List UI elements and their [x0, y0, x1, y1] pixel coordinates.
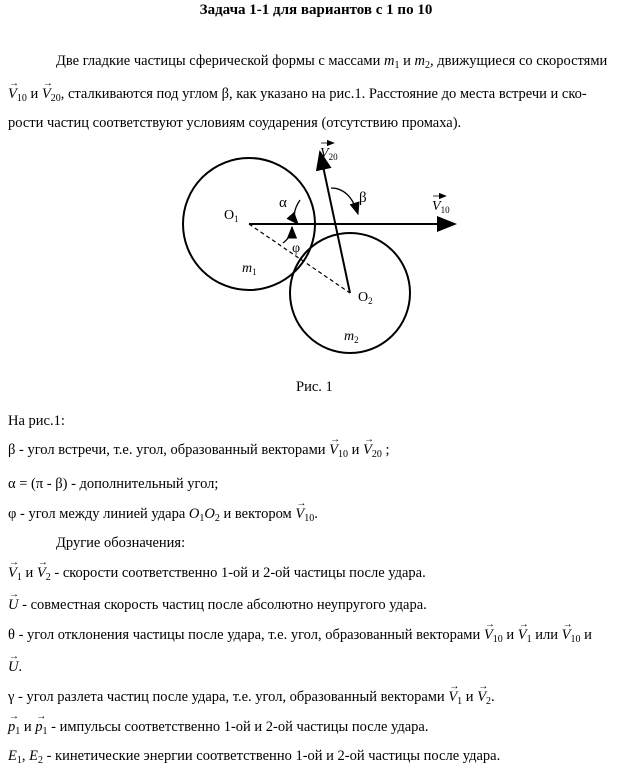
- intro-line-2: [8, 86, 587, 104]
- other-p-and: и: [23, 719, 32, 735]
- label-o1: $O_1$: [224, 208, 239, 224]
- intro-text-1-end: , движущиеся со скоростями: [429, 53, 608, 69]
- mass-m2: m: [414, 53, 425, 69]
- other-theta-v1: → V: [518, 627, 527, 644]
- other-e-text: - кинетические энергии соответственно 1-ой и 2-ой частицы после удара.: [46, 748, 501, 764]
- legend-beta-v10-sub: 10: [337, 449, 348, 460]
- legend-phi-end: .: [314, 506, 318, 522]
- other-theta-v1-sub: 1: [526, 634, 532, 645]
- label-m1: $m_1$: [242, 261, 257, 277]
- intro-text-3: рости частиц соответствуют условиям соударения (отсутствию промаха).: [8, 115, 462, 131]
- vector-v10-sub: 10: [16, 93, 27, 104]
- legend-phi-o2: O: [204, 506, 215, 522]
- other-theta-cont: [8, 659, 22, 676]
- other-energy: [8, 748, 500, 766]
- other-theta-end: .: [18, 659, 23, 675]
- beta-arc: [331, 188, 358, 214]
- legend-beta: [8, 442, 390, 460]
- mass-m1: m: [384, 53, 395, 69]
- legend-phi-text: φ - угол между линией удара: [8, 506, 186, 522]
- other-theta: [8, 627, 592, 645]
- other-gamma: [8, 689, 495, 707]
- intro-line-1: [56, 53, 607, 71]
- mass-m2-sub: 2: [424, 60, 430, 71]
- other-gamma-v2: → V: [477, 689, 486, 706]
- other-e1-sub: 1: [16, 755, 22, 766]
- vector-v10: → V: [8, 86, 17, 103]
- label-o2: $O_2$: [358, 290, 373, 306]
- other-theta-v10b: → V: [562, 627, 571, 644]
- other-theta-or: или: [535, 627, 558, 643]
- legend-beta-and: и: [351, 442, 360, 458]
- legend-beta-v20-sub: 20: [371, 449, 382, 460]
- task-title: Задача 1-1 для вариантов с 1 по 10: [199, 2, 433, 18]
- other-momentum: [8, 719, 428, 737]
- legend-beta-text: β - угол встречи, т.е. угол, образованный векторами: [8, 442, 326, 458]
- label-v10: $V_{10}$: [432, 199, 450, 215]
- other-p-text: - импульсы соответственно 1-ой и 2-ой частицы после удара.: [51, 719, 429, 735]
- other-theta-and2: и: [584, 627, 592, 643]
- label-m2: $m_2$: [344, 329, 359, 345]
- label-v20: $V_{20}$: [320, 146, 338, 162]
- other-theta-v10b-sub: 10: [570, 634, 581, 645]
- other-p1-sub: 1: [15, 726, 21, 737]
- other-e1: E: [8, 748, 17, 764]
- other-u-vector: → U: [8, 597, 18, 614]
- other-heading: Другие обозначения:: [56, 535, 186, 551]
- other-p1: → p: [8, 719, 15, 736]
- legend-beta-v10: → V: [329, 442, 338, 459]
- other-gamma-v1-sub: 1: [457, 696, 463, 707]
- other-velocities: [8, 565, 426, 583]
- other-v1-sub: 1: [16, 572, 22, 583]
- intro-text-2: , сталкиваются под углом β, как указано на рис.1. Расстояние до места встречи и ско-: [60, 86, 587, 102]
- label-phi: φ: [292, 241, 301, 256]
- legend-beta-end: ;: [385, 442, 390, 458]
- vector-v20: → V: [42, 86, 51, 103]
- other-gamma-text: γ - угол разлета частиц после удара, т.е. угол, образованный векторами: [8, 689, 445, 705]
- other-theta-and: и: [506, 627, 515, 643]
- legend-heading: На рис.1:: [8, 413, 65, 429]
- other-v1: → V: [8, 565, 17, 582]
- legend-phi-o1: O: [188, 506, 200, 522]
- other-e-comma: ,: [21, 748, 26, 764]
- other-v-text: - скорости соответственно 1-ой и 2-ой частицы после удара.: [54, 565, 426, 581]
- other-u-text: - совместная скорость частиц после абсолютно неупругого удара.: [22, 597, 427, 613]
- legend-phi-v10: → V: [295, 506, 304, 523]
- figure-caption: Рис. 1: [296, 379, 333, 395]
- other-p2: → p: [35, 719, 42, 736]
- mass-m1-sub: 1: [394, 60, 400, 71]
- figure-collision-diagram: [0, 140, 632, 380]
- other-v2-sub: 2: [45, 572, 51, 583]
- other-u: [8, 597, 427, 614]
- other-gamma-v2-sub: 2: [486, 696, 492, 707]
- legend-phi-o1-sub: 1: [199, 513, 205, 524]
- intro-and-2: и: [30, 86, 39, 102]
- other-theta-v10-sub: 10: [492, 634, 503, 645]
- legend-beta-v20: → V: [363, 442, 372, 459]
- intro-and: и: [403, 53, 411, 69]
- legend-phi-text-b: и вектором: [223, 506, 292, 522]
- legend-alpha: α = (π - β) - дополнительный угол;: [8, 476, 219, 492]
- label-beta: β: [359, 190, 367, 206]
- intro-line-3: [8, 115, 461, 132]
- phi-arc: [283, 227, 292, 243]
- legend-phi: [8, 506, 318, 524]
- other-theta-u: → U: [8, 659, 18, 676]
- vector-v20-sub: 20: [50, 93, 61, 104]
- other-v2: → V: [37, 565, 46, 582]
- other-p2-sub: 1: [42, 726, 48, 737]
- other-e2: E: [29, 748, 38, 764]
- legend-phi-v10-sub: 10: [304, 513, 315, 524]
- other-theta-v10: → V: [484, 627, 493, 644]
- other-e2-sub: 2: [37, 755, 43, 766]
- other-gamma-and: и: [465, 689, 474, 705]
- other-gamma-v1: → V: [448, 689, 457, 706]
- legend-phi-o2-sub: 2: [214, 513, 220, 524]
- v20-direction-line: [320, 152, 350, 293]
- label-alpha: α: [279, 195, 287, 211]
- other-theta-text: θ - угол отклонения частицы после удара, т.е. угол, образованный векторами: [8, 627, 481, 643]
- other-gamma-end: .: [491, 689, 495, 705]
- alpha-arc: [294, 200, 300, 224]
- other-v-and: и: [25, 565, 34, 581]
- intro-text-1: Две гладкие частицы сферической формы с массами: [56, 53, 381, 69]
